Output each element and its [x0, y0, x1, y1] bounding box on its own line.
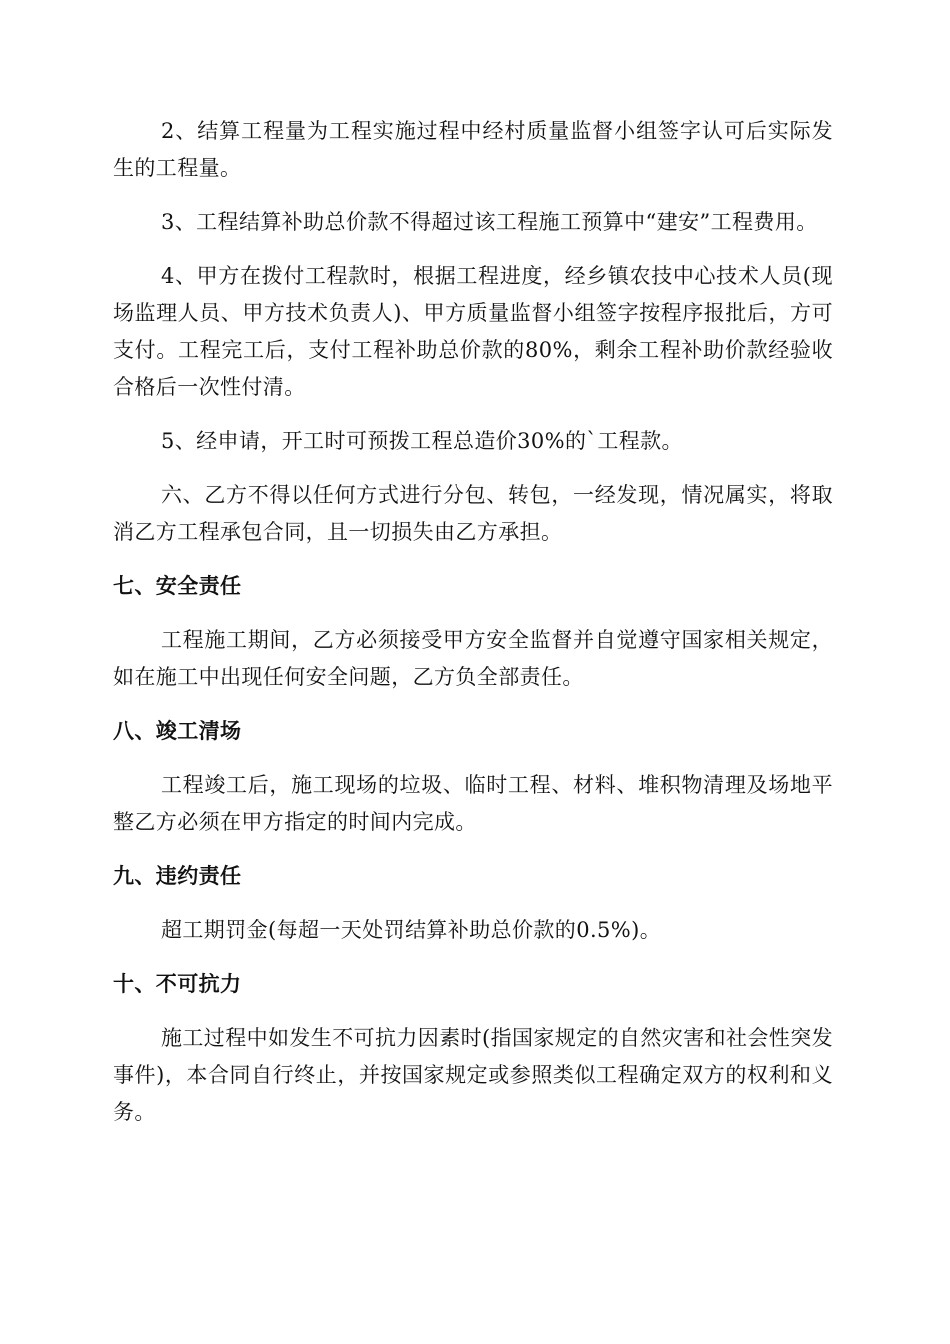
clause-safety: 工程施工期间，乙方必须接受甲方安全监督并自觉遵守国家相关规定，如在施工中出现任何安全问题，乙方负全部责任。 [113, 628, 833, 689]
section-heading-breach: 九、违约责任 [113, 864, 242, 888]
section-heading-safety: 七、安全责任 [113, 574, 242, 598]
clause-advance-payment: 5、经申请，开工时可预拨工程总造价30%的`工程款。 [161, 429, 683, 453]
clause-payment-procedure: 4、甲方在拨付工程款时，根据工程进度，经乡镇农技中心技术人员(现场监理人员、甲方技术负责人)、甲方质量监督小组签字按程序报批后，方可支付。工程完工后，支付工程补助总价款的80%，剩余工程补助价款经验收合格后一次性付清。 [113, 264, 833, 399]
contract-page [113, 113, 833, 1148]
clause-breach: 超工期罚金(每超一天处罚结算补助总价款的0.5%)。 [161, 918, 662, 942]
clause-settlement-quantity: 2、结算工程量为工程实施过程中经村质量监督小组签字认可后实际发生的工程量。 [113, 119, 833, 180]
clause-cleanup: 工程竣工后，施工现场的垃圾、临时工程、材料、堆积物清理及场地平整乙方必须在甲方指定的时间内完成。 [113, 773, 833, 834]
section-heading-cleanup: 八、竣工清场 [113, 719, 242, 743]
clause-subcontract: 六、乙方不得以任何方式进行分包、转包，一经发现，情况属实，将取消乙方工程承包合同，且一切损失由乙方承担。 [113, 483, 833, 544]
section-heading-force-majeure: 十、不可抗力 [113, 972, 242, 996]
clause-force-majeure: 施工过程中如发生不可抗力因素时(指国家规定的自然灾害和社会性突发事件)，本合同自行终止，并按国家规定或参照类似工程确定双方的权利和义务。 [113, 1026, 833, 1124]
clause-price-cap: 3、工程结算补助总价款不得超过该工程施工预算中“建安”工程费用。 [161, 210, 818, 234]
